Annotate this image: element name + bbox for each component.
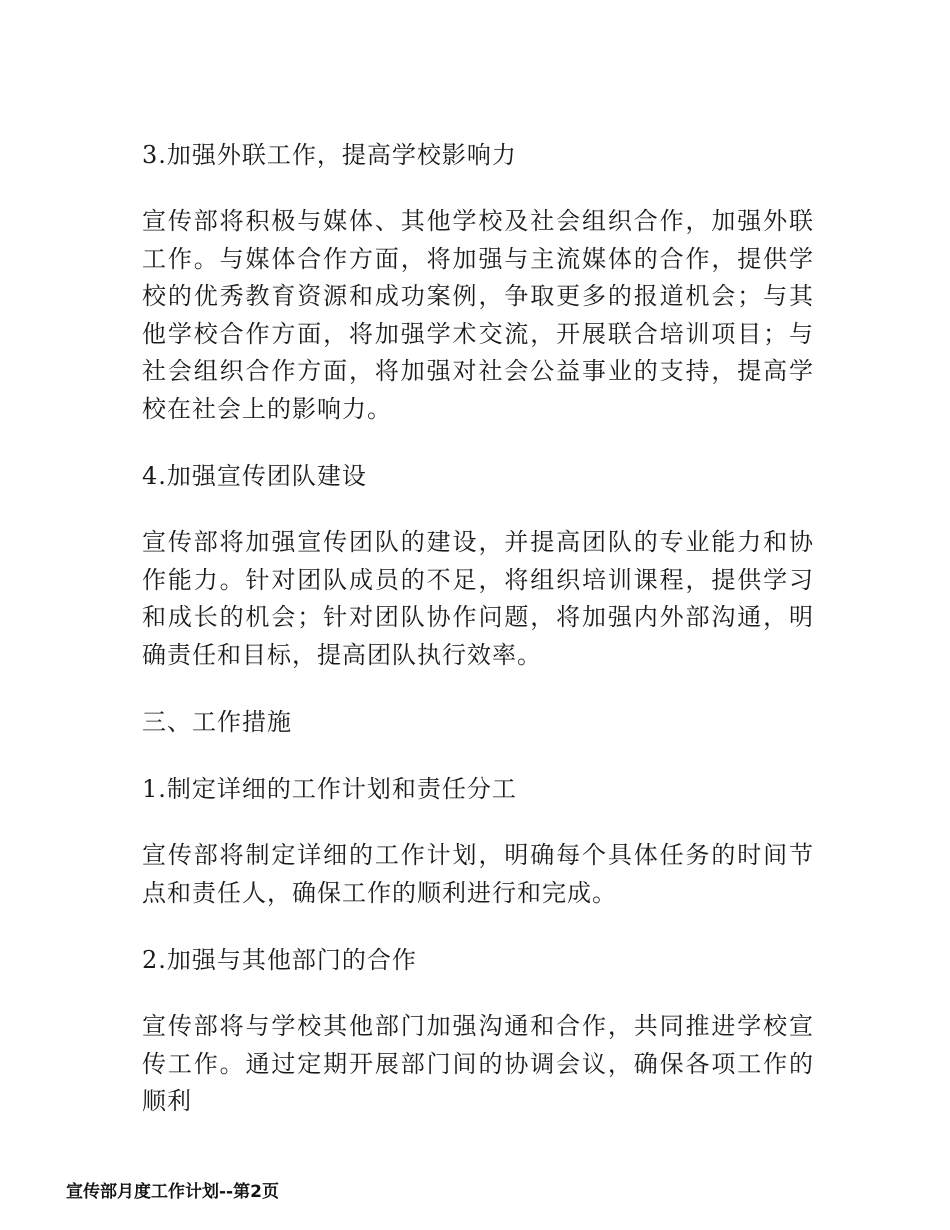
measure-heading-1: 1.制定详细的工作计划和责任分工	[142, 775, 517, 803]
subheading-4: 4.加强宣传团队建设	[142, 462, 367, 490]
document-body	[142, 136, 814, 1150]
subheading-3: 3.加强外联工作，提高学校影响力	[142, 141, 517, 169]
measure-heading-2: 2.加强与其他部门的合作	[142, 946, 417, 974]
paragraph-4: 宣传部将加强宣传团队的建设，并提高团队的专业能力和协作能力。针对团队成员的不足，将组织培训课程，提供学习和成长的机会；针对团队协作问题，将加强内外部沟通，明确责任和目标，提高团队执行效率。	[142, 528, 814, 669]
paragraph-3: 宣传部将积极与媒体、其他学校及社会组织合作，加强外联工作。与媒体合作方面，将加强与主流媒体的合作，提供学校的优秀教育资源和成功案例，争取更多的报道机会；与其他学校合作方面，将加强学术交流，开展联合培训项目；与社会组织合作方面，将加强对社会公益事业的支持，提高学校在社会上的影响力。	[142, 207, 814, 423]
section-heading-work-measures: 三、工作措施	[142, 708, 292, 736]
measure-paragraph-1: 宣传部将制定详细的工作计划，明确每个具体任务的时间节点和责任人，确保工作的顺利进行和完成。	[142, 841, 814, 907]
page-footer: 宣传部月度工作计划--第2页	[66, 1182, 279, 1202]
measure-paragraph-2: 宣传部将与学校其他部门加强沟通和合作，共同推进学校宣传工作。通过定期开展部门间的协调会议，确保各项工作的顺利	[142, 1012, 814, 1115]
